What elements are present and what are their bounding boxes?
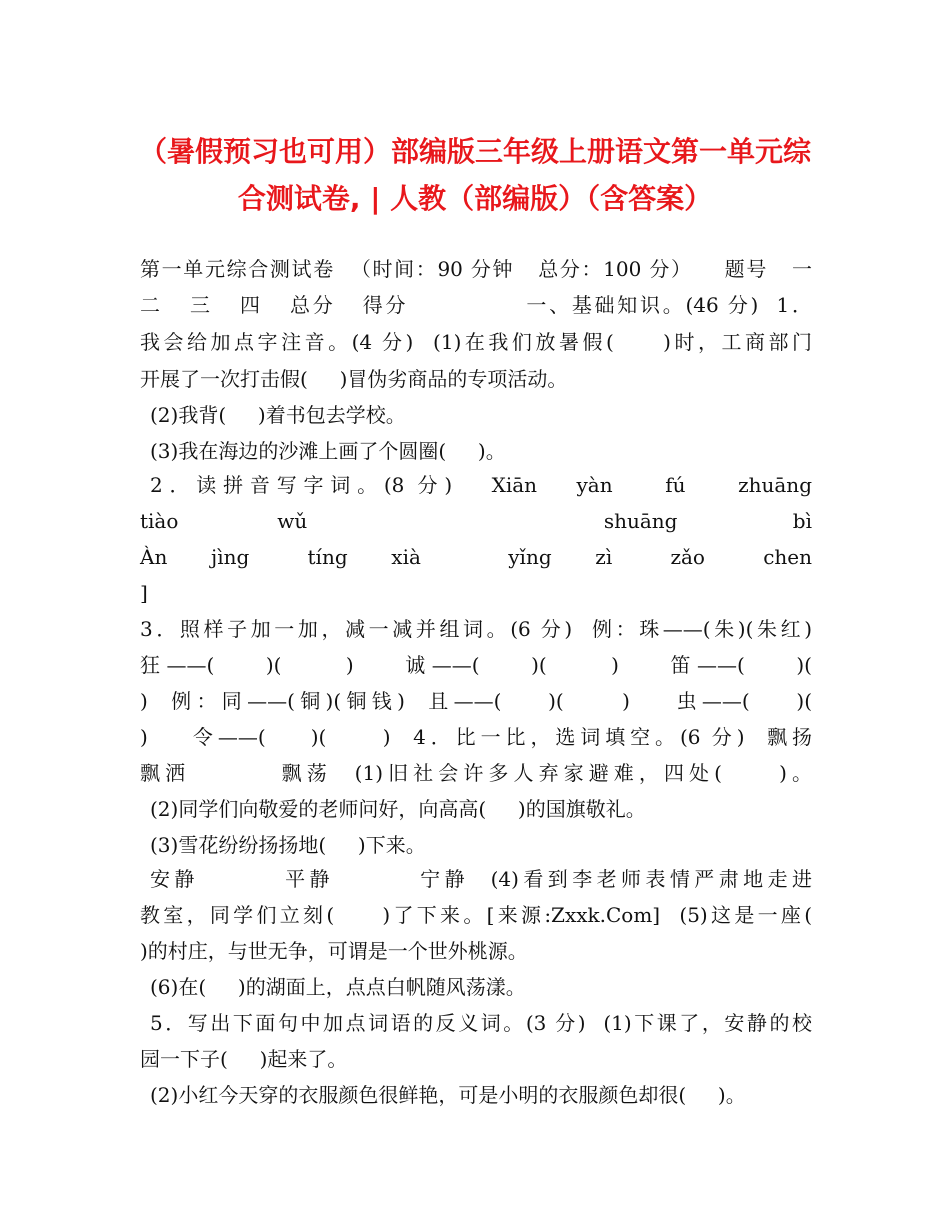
text-line: 园一下子( )起来了。 [140, 1047, 348, 1071]
text-line: Àn jìng tíng xià yǐng zì zǎo chen [140, 545, 812, 569]
text-line: 安静 平静 宁静 (4)看到李老师表情严肃地走进 [150, 867, 812, 891]
text-line: (2)我背( )着书包去学校。 [150, 403, 406, 427]
text-line: (6)在( )的湖面上，点点白帆随风荡漾。 [150, 975, 526, 999]
text-line: ) 令——( )( ) 4．比一比，选词填空。(6 分) 飘扬 [140, 725, 812, 749]
text-line: ] [140, 581, 148, 605]
text-line: 二 三 四 总分 得分 一、基础知识。(46 分) 1． [140, 293, 812, 317]
text-line: )的村庄，与世无争，可谓是一个世外桃源。 [140, 939, 528, 963]
text-line: (3)雪花纷纷扬扬地( )下来。 [150, 833, 426, 857]
text-line: tiào wǔ shuāng bì [140, 509, 812, 533]
text-line: 教室，同学们立刻( )了下来。[来源:Zxxk.Com] (5)这是一座( [140, 903, 812, 927]
text-line: 5．写出下面句中加点词语的反义词。(3 分) (1)下课了，安静的校 [150, 1011, 812, 1035]
document-title-line-1: （暑假预习也可用）部编版三年级上册语文第一单元综 [138, 135, 811, 168]
text-line: (2)小红今天穿的衣服颜色很鲜艳，可是小明的衣服颜色却很( )。 [150, 1083, 746, 1107]
text-line: 狂——( )( ) 诚——( )( ) 笛——( )( [140, 653, 812, 677]
text-line: (2)同学们向敬爱的老师问好，向高高( )的国旗敬礼。 [150, 797, 646, 821]
text-line: 我会给加点字注音。(4 分) (1)在我们放暑假( )时，工商部门 [140, 330, 812, 354]
document-title-line-2: 合测试卷, | 人教（部编版）（含答案） [237, 182, 713, 215]
text-line: (3)我在海边的沙滩上画了个圆圈( )。 [150, 439, 506, 463]
text-line: 第一单元综合测试卷 （时间：90 分钟 总分：100 分） 题号 一 [140, 257, 812, 281]
text-line: 飘洒 飘荡 (1)旧社会许多人弃家避难，四处( )。 [140, 761, 812, 785]
text-line: 3．照样子加一加，减一减并组词。(6 分) 例：珠——(朱)(朱红) [140, 617, 812, 641]
text-line: 开展了一次打击假( )冒伪劣商品的专项活动。 [140, 367, 568, 391]
text-line: 2．读拼音写字词。(8 分) Xiān yàn fú zhuāng [150, 473, 812, 497]
text-line: ) 例：同——(铜)(铜钱) 且——( )( ) 虫——( )( [140, 689, 812, 713]
